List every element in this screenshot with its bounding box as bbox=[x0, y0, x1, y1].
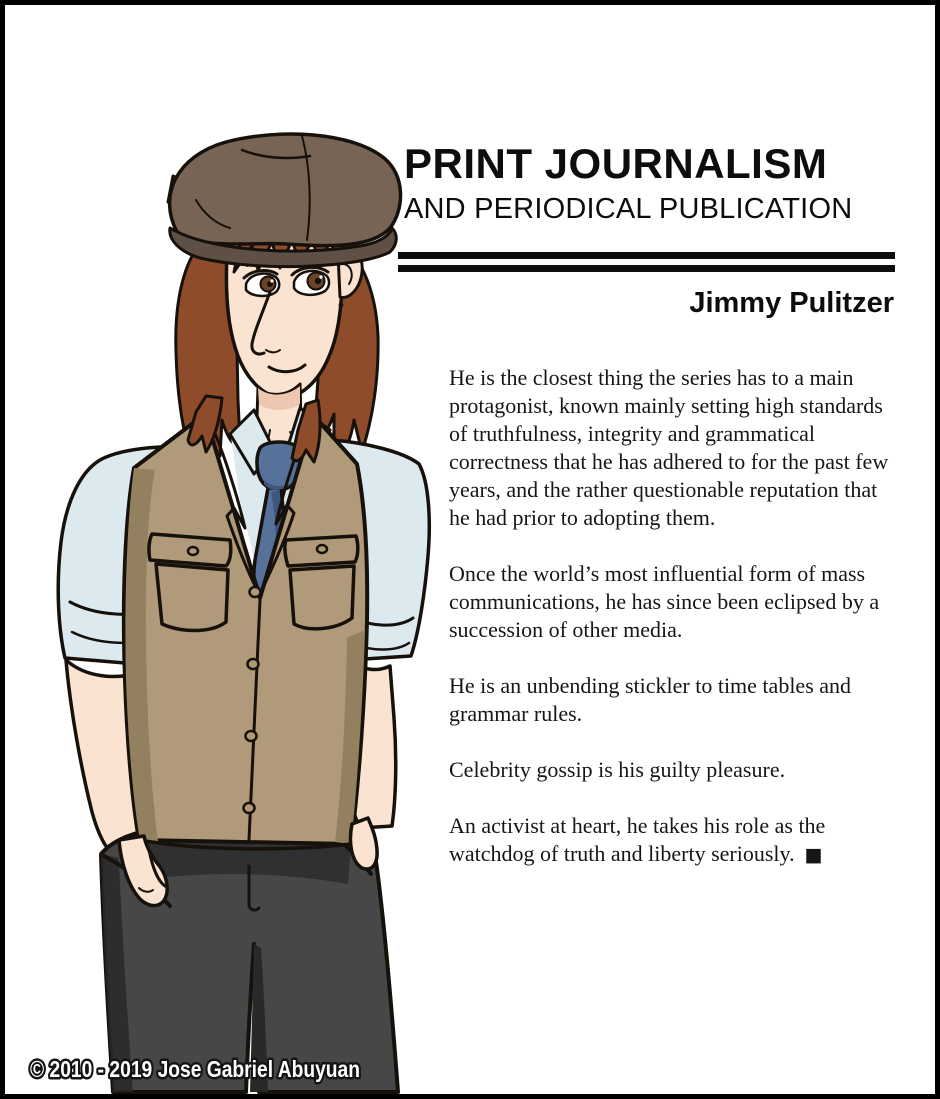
page-subtitle: AND PERIODICAL PUBLICATION bbox=[404, 193, 853, 225]
copyright-text: © 2010 - 2019 Jose Gabriel Abuyuan bbox=[30, 1056, 360, 1082]
bio-paragraph bbox=[449, 812, 903, 869]
character-name: Jimmy Pulitzer bbox=[689, 287, 894, 319]
rule-top bbox=[398, 252, 895, 259]
bio-paragraph: Once the world’s most influential form of mass communications, he has since been eclipsed by a succession of other media. bbox=[449, 561, 880, 642]
vest-button bbox=[244, 803, 255, 813]
right-eye-highlight bbox=[319, 275, 322, 278]
bio-paragraph-text: An activist at heart, he takes his role as the watchdog of truth and liberty seriously. bbox=[449, 813, 826, 866]
left-eye-highlight bbox=[270, 279, 273, 282]
right-pocket-body bbox=[290, 566, 354, 629]
vest-button bbox=[248, 659, 259, 669]
bio-paragraph: Celebrity gossip is his guilty pleasure. bbox=[449, 757, 786, 782]
bio-paragraph: He is an unbending stickler to time tables and grammar rules. bbox=[449, 673, 852, 726]
hat-crown bbox=[170, 134, 401, 246]
bio-text bbox=[449, 364, 903, 897]
left-pocket-body bbox=[156, 564, 228, 631]
left-pocket-button bbox=[188, 547, 198, 555]
end-mark: ■ bbox=[804, 844, 823, 866]
vest-button bbox=[246, 731, 257, 741]
right-pocket-button bbox=[317, 545, 327, 553]
right-pupil bbox=[315, 278, 321, 284]
copyright-overlay bbox=[22, 1046, 442, 1092]
rule-bottom bbox=[398, 265, 895, 272]
vest-button bbox=[250, 587, 261, 597]
bio-paragraph: He is the closest thing the series has to a main protagonist, known mainly setting high standards of truthfulness, integrity and grammatical correctness that he has adhered to for the past few years, and the rather questionable reputation that he had prior to adopting them. bbox=[449, 365, 889, 530]
page-title: PRINT JOURNALISM bbox=[404, 140, 828, 187]
character-illustration bbox=[0, 0, 440, 1094]
double-rule bbox=[398, 252, 895, 272]
earring-stud bbox=[339, 303, 344, 308]
